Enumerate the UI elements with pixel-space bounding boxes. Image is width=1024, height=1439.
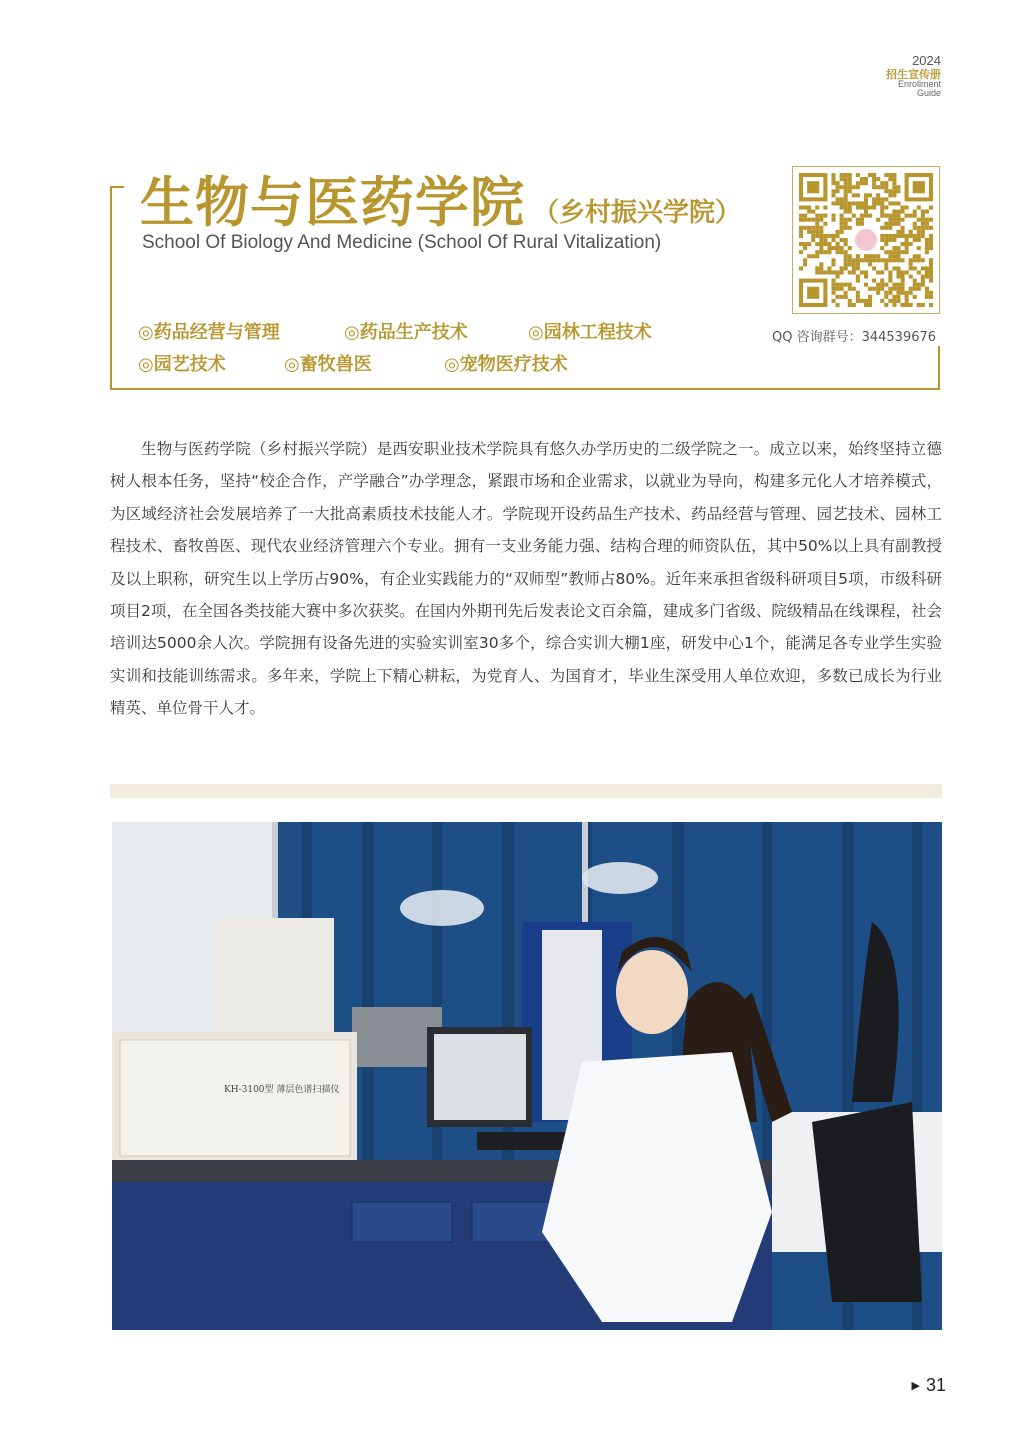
college-alt-name: （乡村振兴学院）	[533, 198, 742, 228]
college-introduction: 生物与医药学院（乡村振兴学院）是西安职业技术学院具有悠久办学历史的二级学院之一。成立以来，始终坚持立德树人根本任务，坚持“校企合作，产学融合”办学理念，紧跟市场和企业需求，以就业为导向，构建多元化人才培养模式，为区域经济社会发展培养了一大批高素质技术技能人才。学院现开设药品生产技术、药品经营与管理、园艺技术、园林工程技术、畜牧兽医、现代农业经济管理六个专业。拥有一支业务能力强、结构合理的师资队伍，其中50%以上具有副教授及以上职称，研究生以上学历占90%，有企业实践能力的“双师型”教师占80%。近年来承担省级科研项目5项，市级科研项目2项，在全国各类技能大赛中多次获奖。在国内外期刊先后发表论文百余篇，建成多门省级、院级精品在线课程，社会培训达5000余人次。学院拥有设备先进的实验实训室30多个，综合实训大棚1座，研发中心1个，能满足各专业学生实验实训和技能训练需求。多年来，学院上下精心耕耘，为党育人、为国育才，毕业生深受用人单位欢迎，多数已成长为行业精英、单位骨干人才。	[110, 440, 942, 718]
major-item: ◎园林工程技术	[528, 322, 652, 343]
instrument-label: KH-3100型 薄层色谱扫描仪	[224, 1085, 340, 1095]
college-name-english: School Of Biology And Medicine (School Of Rural Vitalization)	[142, 232, 662, 253]
major-item: ◎药品经营与管理	[138, 322, 280, 343]
college-name: 生物与医药学院	[140, 171, 525, 234]
brochure-title-en-2: Guide	[916, 88, 941, 98]
divider-band	[110, 784, 942, 798]
major-item: ◎药品生产技术	[344, 322, 468, 343]
brochure-title-cn: 招生宣传册	[886, 68, 941, 81]
major-item: ◎宠物医疗技术	[444, 354, 568, 375]
major-item: ◎畜牧兽医	[284, 354, 372, 375]
page-number-value: 31	[925, 1375, 946, 1395]
qr-code	[792, 166, 940, 314]
lab-photo	[112, 822, 942, 1330]
page-number	[912, 1375, 947, 1396]
brochure-title-en-1: Enrollment	[897, 79, 941, 89]
brochure-year: 2024	[912, 53, 941, 68]
lab-photo-illustration	[112, 822, 942, 1330]
brochure-corner-mark	[886, 54, 941, 98]
page-arrow-icon: ▶	[911, 1380, 920, 1392]
qq-group-caption: QQ 咨询群号：344539676	[772, 330, 937, 345]
major-item: ◎园艺技术	[138, 354, 226, 375]
page-title	[140, 160, 741, 237]
qr-code-image	[799, 173, 933, 307]
